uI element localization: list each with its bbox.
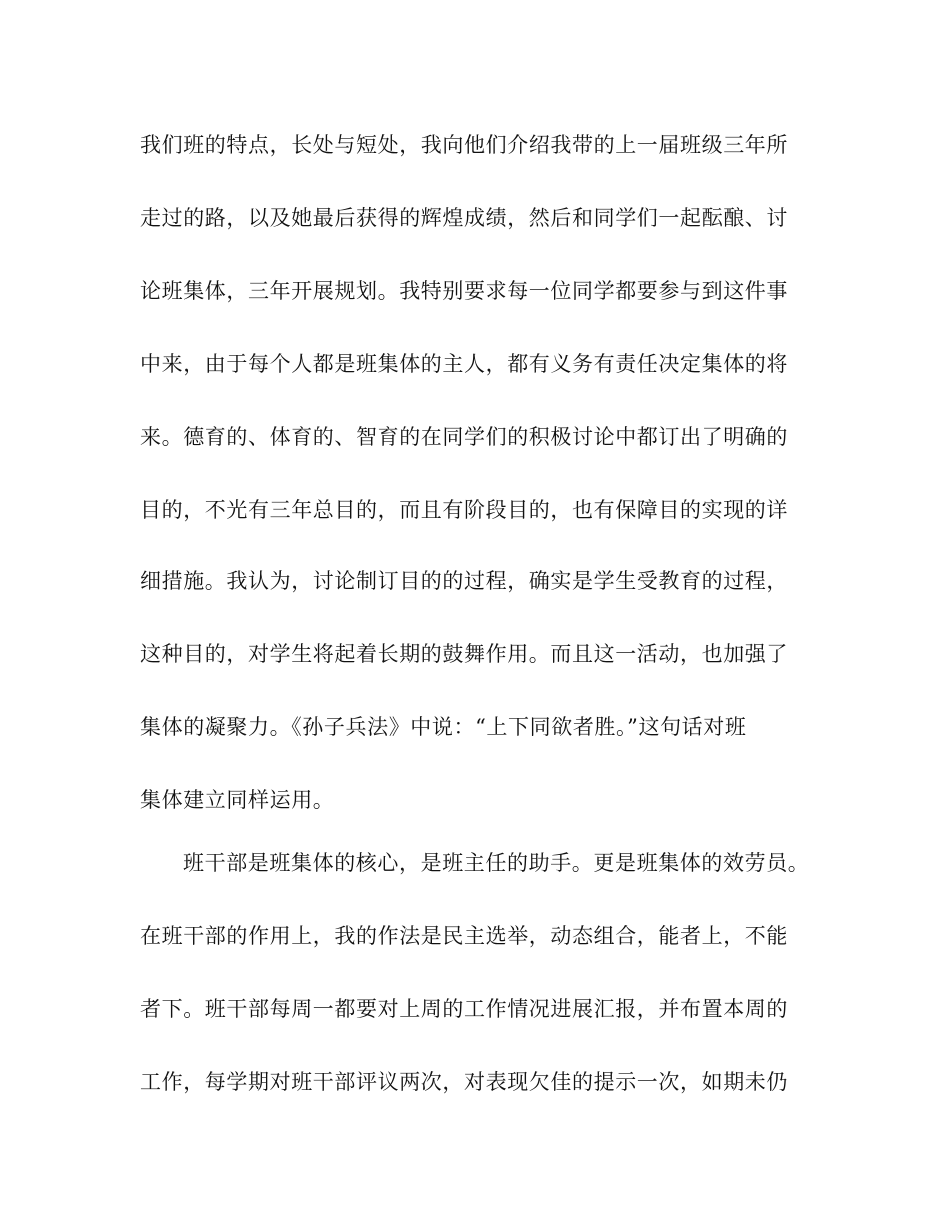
text-line: 细措施。我认为，讨论制订目的的过程，确实是学生受教育的过程， bbox=[140, 569, 788, 593]
text-line: 工作，每学期对班干部评议两次，对表现欠佳的提示一次，如期未仍 bbox=[140, 1070, 788, 1094]
text-line: 集体建立同样运用。 bbox=[140, 788, 335, 812]
text-line: 在班干部的作用上，我的作法是民主选举，动态组合，能者上，不能 bbox=[140, 924, 788, 948]
text-line: 目的，不光有三年总目的，而且有阶段目的，也有保障目的实现的详 bbox=[140, 498, 788, 522]
text-line: 我们班的特点，长处与短处，我向他们介绍我带的上一届班级三年所 bbox=[140, 133, 788, 157]
text-line: 论班集体，三年开展规划。我特别要求每一位同学都要参与到这件事 bbox=[140, 279, 788, 303]
text-line: 中来，由于每个人都是班集体的主人，都有义务有责任决定集体的将 bbox=[140, 352, 788, 376]
paragraph-first-line: 班干部是班集体的核心，是班主任的助手。更是班集体的效劳员。 bbox=[183, 851, 810, 875]
text-line: 走过的路，以及她最后获得的辉煌成绩，然后和同学们一起酝酿、讨 bbox=[140, 206, 788, 230]
text-line: 者下。班干部每周一都要对上周的工作情况进展汇报，并布置本周的 bbox=[140, 997, 788, 1021]
text-line: 集体的凝聚力。《孙子兵法》中说：“上下同欲者胜。”这句话对班 bbox=[140, 715, 747, 739]
text-line: 来。德育的、体育的、智育的在同学们的积极讨论中都订出了明确的 bbox=[140, 425, 788, 449]
text-line: 这种目的，对学生将起着长期的鼓舞作用。而且这一活动，也加强了 bbox=[140, 642, 788, 666]
